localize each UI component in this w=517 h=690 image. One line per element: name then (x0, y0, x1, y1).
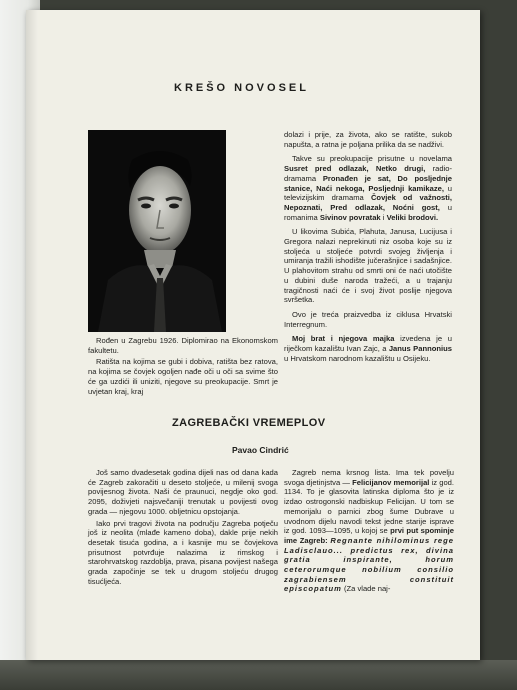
work-title: Susret pred odlazak, Netko drugi, (284, 164, 426, 174)
latin-quote: Regnante nihilominus rege Ladisclauo... predictus rex, divina gratia inspirante, horum ceterorumque nobilium consilio zagrabiensem constituit episcopatum (284, 535, 454, 594)
work-title: Čovjek od važnosti, Nepoznati, Pred odlazak, Noćni gost, (284, 193, 452, 212)
text-run: iz god. 1134. To je glasovita latinska diploma što je iz izdao ostrogonski nadbiskup Felicijan. U tom se memorijalu o parnici zbog šume Dubrave u uvodnom dijelu navodi tekst jedne starije isprave iz god. 1093—1095, u kojoj se (284, 477, 455, 536)
article-paragraph (284, 468, 454, 594)
text-run: u romanima (284, 202, 452, 222)
bio-paragraph: Rođen u Zagrebu 1926. Diplomirao na Ekonomskom fakultetu. (88, 336, 278, 355)
page-spine-shadow (26, 10, 38, 660)
text-run: (Za vlade naj- (341, 584, 391, 594)
article-paragraph: Još samo dvadesetak godina dijeli nas od dana kada će Zagreb zakoračiti u deseto stoljeće, u milenij svoga povijesnog života. Naši će praunuci, negdje oko god. 2095, doživjeti najsvečaniji trenutak u povijesti ovog grada — njegovu 1000. obljetnicu opstojanja. (88, 468, 278, 516)
text-run: u Hrvatskom narodnom kazalištu u Osijeku. (284, 353, 431, 363)
performances-paragraph (284, 334, 452, 363)
text-run: izvedena je u riječkom kazalištu Ivan Zajc, a (284, 334, 452, 354)
section-heading: ZAGREBAČKI VREMEPLOV (172, 417, 326, 429)
text-run: Takve su preokupacije prisutne u novelama (292, 154, 452, 164)
work-title: Pronađen je sat, Do posljednje stanice, Naći nekoga, Posljednji kamikaze, (284, 173, 452, 193)
biography-left-column (88, 336, 278, 398)
highlight-text: prvi put spominje ime Zagreb: (284, 526, 454, 545)
bio-paragraph: U likovima Subića, Plahuta, Janusa, Lucijusa i Gregora nalazi neprekinuti niz osoba koje su iz stoljeća u stoljeće potvrdi svojeg življenja i umiranja tražili ishodište jučerašnjice i sadašnjice. U plahovitom strahu od smrti oni će naći utočište u dubini duše naroda tražeći, a u trajanju tragičnosti naći će i svoj život poslije njegova svršetka. (284, 227, 452, 305)
bio-paragraph: dolazi i prije, za života, ako se ratište, sukob napušta, a ratna je poljana prilika da se nadživi. (284, 130, 452, 149)
article-right-column (284, 468, 454, 596)
biography-right-column (284, 130, 452, 365)
article-paragraph: Iako prvi tragovi života na području Zagreba potječu još iz neolita (mlađe kameno doba), dakle prije nekih desetak tisuća godina, a i kasnije mu se čovjekova prisutnost potvrđuje nalazima iz rimskog i starohrvatskog razdoblja, prava, pisana povijest našega grada započinje se tek u drugom stoljeću drugog tisućljeća. (88, 518, 278, 586)
author-portrait-photo (88, 130, 226, 332)
section-author: Pavao Cindrić (232, 445, 289, 455)
text-run: Zagreb nema krsnog lista. Ima tek povelju svoga djetinjstva — (284, 468, 454, 487)
bio-paragraph: Ratišta na kojima se gubi i dobiva, ratišta bez ratova, na kojima se čovjek ogoljen nađe oči u oči sa svime što će ga uzdići ili uniziti, njegove su preokupacije. Smrt je uvjetan kraj, kraj (88, 357, 278, 396)
work-title: Veliki brodovi. (386, 212, 439, 222)
text-run: radio-dramama (284, 164, 452, 183)
work-title: Sivinov povratak (319, 212, 381, 222)
text-run: u televizijskim dramama (284, 183, 452, 203)
highlight-text: Felicijanov memorijal (352, 477, 430, 487)
portrait-image (88, 130, 226, 332)
work-title: Moj brat i njegova majka (292, 334, 395, 344)
works-paragraph (284, 154, 452, 222)
text-run: i (380, 212, 387, 222)
article-left-column (88, 468, 278, 588)
document-page (26, 10, 480, 660)
bio-paragraph: Ovo je treća praizvedba iz ciklusa Hrvatski Interregnum. (284, 309, 452, 329)
author-heading: KREŠO NOVOSEL (174, 82, 309, 94)
work-title: Janus Pannonius (388, 344, 452, 354)
background-table-surface (0, 660, 517, 690)
